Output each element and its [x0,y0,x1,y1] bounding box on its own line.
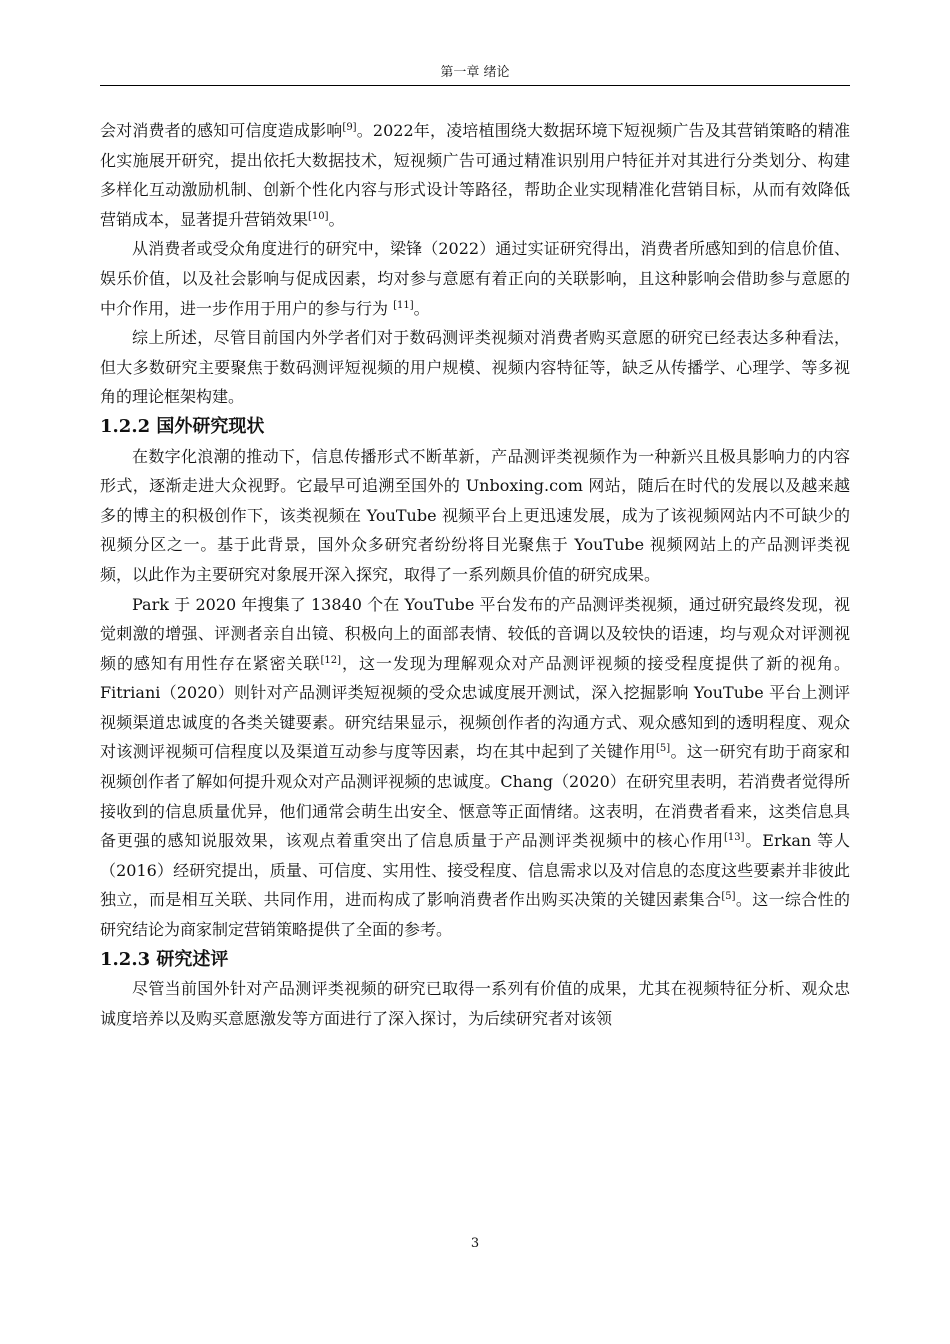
paragraph-6 [100,974,850,1033]
page-number: 3 [470,1236,480,1251]
paragraph-text: 。这一研究有助于商家和视频创作者了解如何提升观众对产品测评视频的忠诚度。Chang（2020）在研究里表明，若消费者觉得所接收到的信息质量优异，他们通常会萌生出安全、惬意等正面情绪。这表明，在消费者看来，这类信息具备更强的感知说服效果，该观点着重突出了信息质量于产品测评类视频中的核心作用 [100,742,850,851]
paragraph-text: 尽管当前国外针对产品测评类视频的研究已取得一系列有价值的成果，尤其在视频特征分析、观众忠诚度培养以及购买意愿激发等方面进行了深入探讨，为后续研究者对该领 [100,979,850,1028]
paragraph-2 [100,234,850,323]
paragraph-text: 。Erkan 等人（2016）经研究提出，质量、可信度、实用性、接受程度、信息需求以及对信息的态度这些要素并非彼此独立，而是相互关联、共同作用，进而构成了影响消费者作出购买决策的关键因素集合 [100,831,850,910]
citation: [13] [724,832,745,844]
paragraph-text: 综上所述，尽管目前国内外学者们对于数码测评类视频对消费者购买意愿的研究已经表达多种看法，但大多数研究主要聚焦于数码测评短视频的用户规模、视频内容特征等，缺乏从传播学、心理学、等多视角的理论框架构建。 [100,328,850,407]
section-heading-1-2-3: 1.2.3 研究述评 [100,948,229,970]
paragraph-1 [100,116,850,234]
header-rule [100,85,850,86]
paragraph-text: 在数字化浪潮的推动下，信息传播形式不断革新，产品测评类视频作为一种新兴且极具影响力的内容形式，逐渐走进大众视野。它最早可追溯至国外的 Unboxing.com 网站，随后在时代的发展以及越来越多的博主的积极创作下，该类视频在 YouTube 视频平台上更迅速发展，成为了该视频网站内不可缺少的视频分区之一。基于此背景，国外众多研究者纷纷将目光聚焦于 YouTube 视频网站上的产品测评类视频，以此作为主要研究对象展开深入探究，取得了一系列颇具价值的研究成果。 [100,446,850,584]
paragraph-text: 。这一综合性的研究结论为商家制定营销策略提供了全面的参考。 [100,890,850,940]
paragraph-text: 。2022年，凌培植围绕大数据环境下短视频广告及其营销策略的精准化实施展开研究，提出依托大数据技术，短视频广告可通过精准识别用户特征并对其进行分类划分、构建多样化互动激励机制、创新个性化内容与形式设计等路径，帮助企业实现精准化营销目标，从而有效降低营销成本，显著提升营销效果 [100,121,850,229]
paragraph-4 [100,442,850,590]
paragraph-3 [100,323,850,412]
citation: [11] [393,299,414,311]
citation: [5] [655,743,671,755]
paragraph-text: 。 [328,209,345,229]
paragraph-text: 会对消费者的感知可信度造成影响 [100,121,343,140]
citation: [10] [308,210,329,222]
citation: [12] [320,654,342,666]
citation: [9] [342,122,357,133]
paragraph-text: Park 于 2020 年搜集了 13840 个在 YouTube 平台发布的产品测评类视频，通过研究最终发现，视觉刺激的增强、评测者亲自出镜、积极向上的面部表情、较低的音调以及较快的语速，均与观众对评测视频的感知有用性存在紧密关联 [100,594,850,673]
page-body [100,116,850,1033]
paragraph-text: 从消费者或受众角度进行的研究中，梁锋（2022）通过实证研究得出，消费者所感知到的信息价值、娱乐价值，以及社会影响与促成因素，均对参与意愿有着正向的关联影响，且这种影响会借助参与意愿的中介作用，进一步作用于用户的参与行为 [100,239,850,318]
running-header: 第一章 绪论 [440,65,510,80]
section-heading-1-2-2: 1.2.2 国外研究现状 [100,415,265,437]
paragraph-text: ，这一发现为理解观众对产品测评视频的接受程度提供了新的视角。Fitriani（2020）则针对产品测评类短视频的受众忠诚度展开测试，深入挖掘影响 YouTube 平台上测评视频渠道忠诚度的各类关键要素。研究结果显示，视频创作者的沟通方式、观众感知到的透明程度、观众对该测评视频可信程度以及渠道互动参与度等因素，均在其中起到了关键作用 [100,653,850,762]
citation: [5] [721,891,736,903]
paragraph-5 [100,590,850,945]
paragraph-text: 。 [413,298,430,318]
